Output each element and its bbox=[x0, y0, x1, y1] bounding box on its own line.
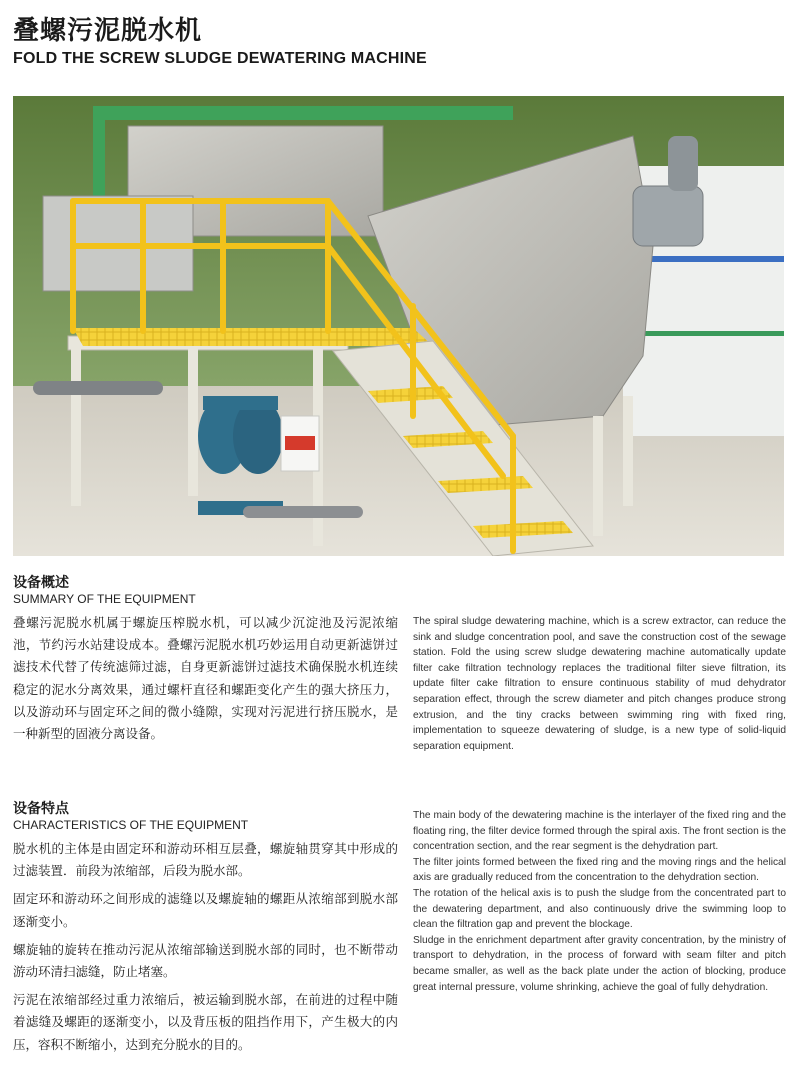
machine-leg bbox=[623, 396, 633, 506]
machine-illustration bbox=[13, 96, 784, 556]
pipe bbox=[243, 506, 363, 518]
characteristics-paragraph-en: The rotation of the helical axis is to push the sludge from the concentrated part to the dewatering department, and also continuously drive the swimming loop to clean the filtration gap and prevent the blockage. bbox=[413, 887, 786, 931]
characteristics-heading-cn: 设备特点 bbox=[13, 801, 69, 817]
summary-body-en bbox=[413, 614, 786, 754]
drive-motor bbox=[633, 186, 703, 246]
page-title-cn: 叠螺污泥脱水机 bbox=[13, 16, 203, 46]
bucket-label bbox=[285, 436, 315, 450]
characteristics-paragraph-en: The main body of the dewatering machine is the interlayer of the fixed ring and the floating ring, the filter device formed through the spiral axis. The front section is the concentration section, and the rear segment is the dehydration part. bbox=[413, 810, 786, 853]
pipe bbox=[33, 381, 163, 395]
summary-body-cn bbox=[13, 612, 398, 751]
summary-paragraph-cn: 叠螺污泥脱水机属于螺旋压榨脱水机，可以减少沉淀池及污泥浓缩池，节约污水站建设成本。叠螺污泥脱水机巧妙运用自动更新滤饼过滤技术代替了传统滤筛过滤，自身更新滤饼过滤技术确保脱水机连续稳定的泥水分离效果，通过螺杆直径和螺距变化产生的强大挤压力，以及游动环与固定环之间的微小缝隙，实现对污泥进行挤压脱水，是一种新型的固液分离设备。 bbox=[13, 615, 398, 742]
characteristics-body-en bbox=[413, 808, 786, 995]
summary-heading-cn: 设备概述 bbox=[13, 575, 69, 591]
page-title-en: FOLD THE SCREW SLUDGE DEWATERING MACHINE bbox=[13, 50, 427, 67]
machine-photo bbox=[13, 96, 784, 556]
characteristics-paragraph-cn: 污泥在浓缩部经过重力浓缩后，被运输到脱水部，在前进的过程中随着滤缝及螺距的逐渐变小，以及背压板的阻挡作用下，产生极大的内压，容积不断缩小，达到充分脱水的目的。 bbox=[13, 992, 398, 1052]
summary-paragraph-en: The spiral sludge dewatering machine, which is a screw extractor, can reduce the sink and sludge concentration pool, and save the construction cost of the sewage station. Fold the using screw sludge dewatering machine automatically update filter cake filtration technology replaces the traditional filter sieve filtration, its update filter cake filtration to ensure continuous stability of mud dehydrator separation effect, through the screw diameter and pitch changes produce strong extrusion, and the tiny cracks between swimming ring with fixed ring, implementation to squeeze dewatering of sludge, is a new type of solid-liquid separation equipment. bbox=[413, 616, 786, 752]
summary-heading-en: SUMMARY OF THE EQUIPMENT bbox=[13, 592, 196, 606]
platform-grating bbox=[73, 328, 433, 346]
characteristics-paragraph-en: The filter joints formed between the fixed ring and the moving rings and the helical axis are gradually reduced from the concentration to the dehydration section. bbox=[413, 856, 786, 884]
platform-leg bbox=[71, 346, 81, 506]
platform-leg bbox=[188, 346, 198, 496]
characteristics-paragraph-cn: 螺旋轴的旋转在推动污泥从浓缩部输送到脱水部的同时，也不断带动游动环清扫滤缝，防止堵塞。 bbox=[13, 941, 398, 980]
characteristics-body-cn bbox=[13, 838, 398, 1062]
building-stripe-green bbox=[623, 331, 784, 336]
characteristics-heading-en: CHARACTERISTICS OF THE EQUIPMENT bbox=[13, 818, 249, 832]
green-pipe bbox=[93, 106, 513, 120]
characteristics-paragraph-en: Sludge in the enrichment department after gravity concentration, by the ministry of transport to dehydration, in the process of forward with seam filter and pitch became smaller, as well as the back plate under the action of blocking, produce great internal pressure, volume shrinking, achieve the goal of fully dehydration. bbox=[413, 934, 786, 993]
gearbox bbox=[668, 136, 698, 191]
characteristics-paragraph-cn: 脱水机的主体是由固定环和游动环相互层叠，螺旋轴贯穿其中形成的过滤装置．前段为浓缩部，后段为脱水部。 bbox=[13, 841, 398, 879]
characteristics-paragraph-cn: 固定环和游动环之间形成的滤缝以及螺旋轴的螺距从浓缩部到脱水部逐渐变小。 bbox=[13, 891, 398, 929]
machine-leg bbox=[593, 416, 603, 536]
